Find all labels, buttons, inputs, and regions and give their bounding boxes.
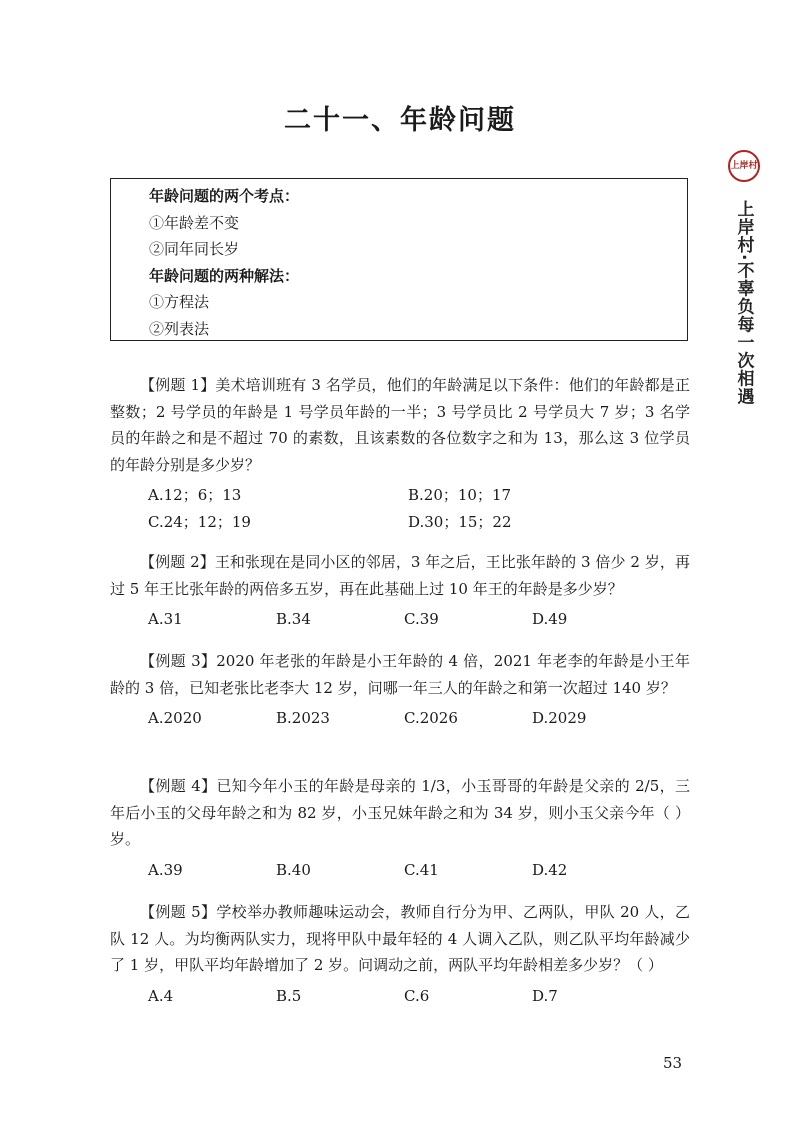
option-c: C.2026: [404, 709, 458, 727]
option-b: B.5: [276, 986, 302, 1005]
question-3: [110, 648, 690, 732]
options: [110, 606, 690, 633]
option-d: D.7: [532, 986, 558, 1005]
option-a: A.4: [148, 986, 174, 1005]
options: [110, 857, 690, 884]
question-2: [110, 549, 690, 633]
option-b: B.20；10；17: [408, 486, 512, 504]
question-1: [110, 372, 690, 535]
option-a: A.2020: [148, 709, 202, 727]
question-stem: 【例题 3】2020 年老张的年龄是小王年龄的 4 倍，2021 年老李的年龄是小王年龄的 3 倍，已知老张比老李大 12 岁，问哪一年三人的年龄之和第一次超过 140 岁？: [110, 652, 690, 697]
keypoint-heading-2: 年龄问题的两种解法：: [149, 266, 300, 285]
question-4: [110, 773, 690, 883]
option-c: C.39: [404, 610, 439, 628]
question-5: [110, 899, 690, 1009]
option-d: D.49: [532, 610, 568, 628]
keypoint-item: ①方程法: [149, 293, 210, 311]
option-a: A.12；6；13: [148, 486, 242, 504]
seal-logo-icon: 上岸村: [728, 150, 760, 182]
option-c: C.41: [404, 860, 439, 879]
page-title: 二十一、年龄问题: [284, 105, 516, 136]
option-b: B.34: [276, 610, 311, 628]
option-b: B.2023: [276, 709, 330, 727]
options: [110, 983, 690, 1010]
keypoint-item: ①年龄差不变: [149, 213, 240, 232]
page-number: 53: [663, 1054, 683, 1072]
question-stem: 【例题 2】王和张现在是同小区的邻居，3 年之后，王比张年龄的 3 倍少 2 岁，再过 5 年王比张年龄的两倍多五岁，再在此基础上过 10 年王的年龄是多少岁？: [110, 553, 690, 598]
options: [110, 705, 690, 732]
side-banner: [724, 150, 764, 405]
options: [110, 482, 690, 535]
option-c: C.24；12；19: [148, 512, 251, 531]
option-d: D.30；15；22: [408, 512, 512, 531]
option-a: A.39: [148, 860, 183, 879]
keypoint-item: ②同年同长岁: [149, 240, 240, 258]
keypoint-heading-1: 年龄问题的两个考点：: [149, 187, 300, 205]
option-d: D.42: [532, 860, 568, 879]
keypoints-box: [110, 178, 688, 341]
question-stem: 【例题 4】已知今年小玉的年龄是母亲的 1/3，小玉哥哥的年龄是父亲的 2/5，三年后小玉的父母年龄之和为 82 岁，小玉兄妹年龄之和为 34 岁，则小玉父亲今年（ ）岁。: [110, 777, 690, 848]
keypoint-item: ②列表法: [149, 319, 210, 338]
option-d: D.2029: [532, 709, 587, 727]
option-a: A.31: [148, 610, 183, 628]
vertical-slogan: 上岸村·不辜负每一次相遇: [733, 200, 754, 406]
option-b: B.40: [276, 860, 311, 879]
question-stem: 【例题 5】学校举办教师趣味运动会，教师自行分为甲、乙两队，甲队 20 人，乙队 12 人。为均衡两队实力，现将甲队中最年轻的 4 人调入乙队，则乙队平均年龄减少了 1 岁，甲队平均年龄增加了 2 岁。问调动之前，两队平均年龄相差多少岁？（ ）: [110, 903, 690, 974]
question-stem: 【例题 1】美术培训班有 3 名学员，他们的年龄满足以下条件：他们的年龄都是正整数；2 号学员的年龄是 1 号学员年龄的一半；3 号学员比 2 号学员大 7 岁；3 名学员的年龄之和是不超过 70 的素数，且该素数的各位数字之和为 13，那么这 3 位学员的年龄分别是多少岁？: [110, 376, 690, 474]
option-c: C.6: [404, 986, 430, 1005]
